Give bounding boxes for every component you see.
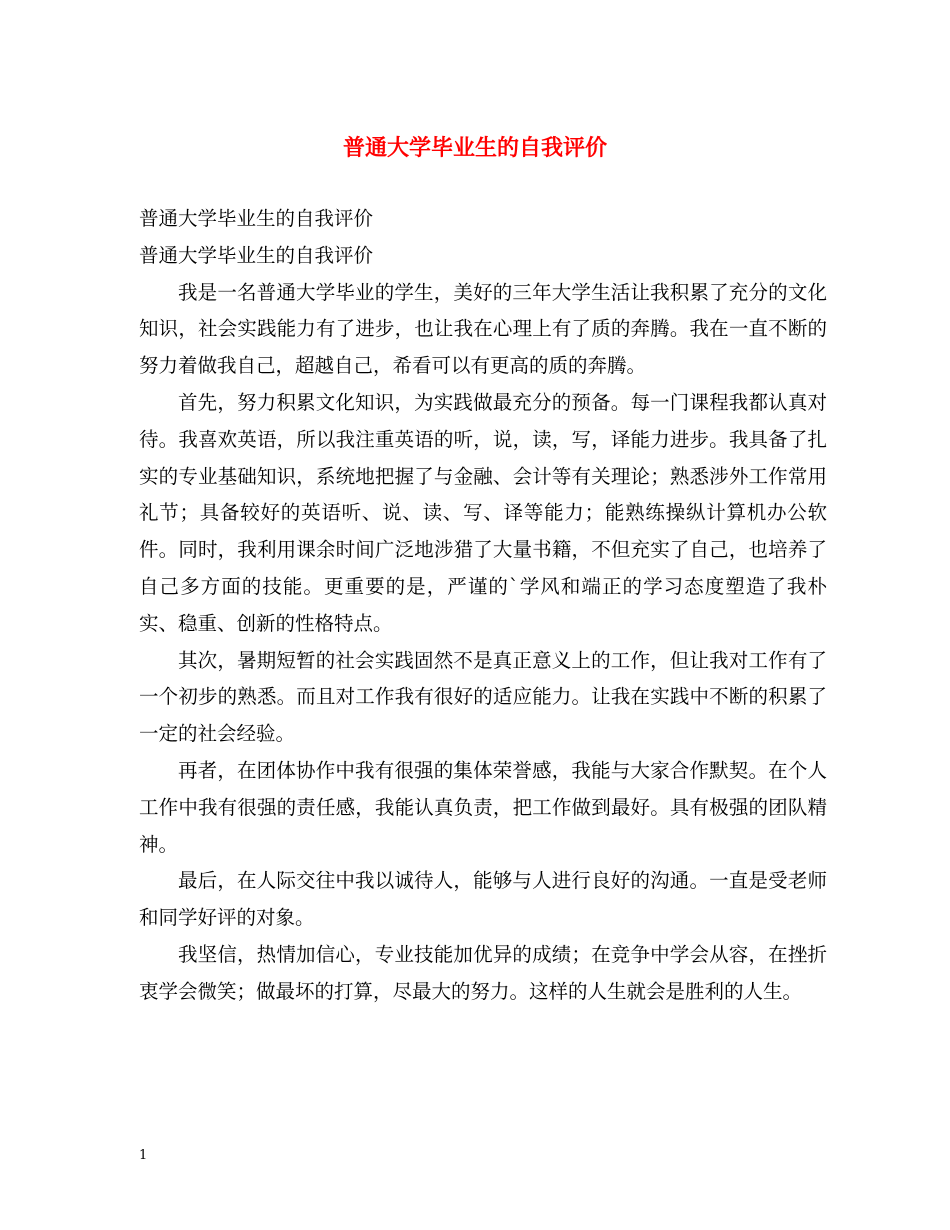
paragraph: 最后，在人际交往中我以诚待人，能够与人进行良好的沟通。一直是受老师和同学好评的对象。 [139, 869, 827, 930]
heading-line: 普通大学毕业生的自我评价 [139, 207, 374, 230]
paragraph: 我坚信，热情加信心，专业技能加优异的成绩；在竞争中学会从容，在挫折衷学会微笑；做最坏的打算，尽最大的努力。这样的人生就会是胜利的人生。 [139, 942, 827, 1003]
paragraph: 首先，努力积累文化知识，为实践做最充分的预备。每一门课程我都认真对待。我喜欢英语，所以我注重英语的听，说，读，写，译能力进步。我具备了扎实的专业基础知识，系统地把握了与金融、会计等有关理论；熟悉涉外工作常用礼节；具备较好的英语听、说、读、写、译等能力；能熟练操纵计算机办公软件。同时，我利用课余时间广泛地涉猎了大量书籍，不但充实了自己，也培养了自己多方面的技能。更重要的是，严谨的`学风和端正的学习态度塑造了我朴实、稳重、创新的性格特点。 [139, 390, 827, 635]
heading-line: 普通大学毕业生的自我评价 [139, 243, 374, 267]
paragraph: 其次，暑期短暂的社会实践固然不是真正意义上的工作，但让我对工作有了一个初步的熟悉。而且对工作我有很好的适应能力。让我在实践中不断的积累了一定的社会经验。 [139, 648, 827, 746]
document-body [139, 201, 827, 1011]
paragraph: 我是一名普通大学毕业的学生，美好的三年大学生活让我积累了充分的文化知识，社会实践能力有了进步，也让我在心理上有了质的奔腾。我在一直不断的努力着做我自己，超越自己，希看可以有更高的质的奔腾。 [139, 280, 827, 378]
document-title: 普通大学毕业生的自我评价 [342, 135, 607, 161]
page-number: 1 [139, 1148, 148, 1163]
paragraph: 再者，在团体协作中我有很强的集体荣誉感，我能与大家合作默契。在个人工作中我有很强的责任感，我能认真负责，把工作做到最好。具有极强的团队精神。 [139, 758, 827, 856]
